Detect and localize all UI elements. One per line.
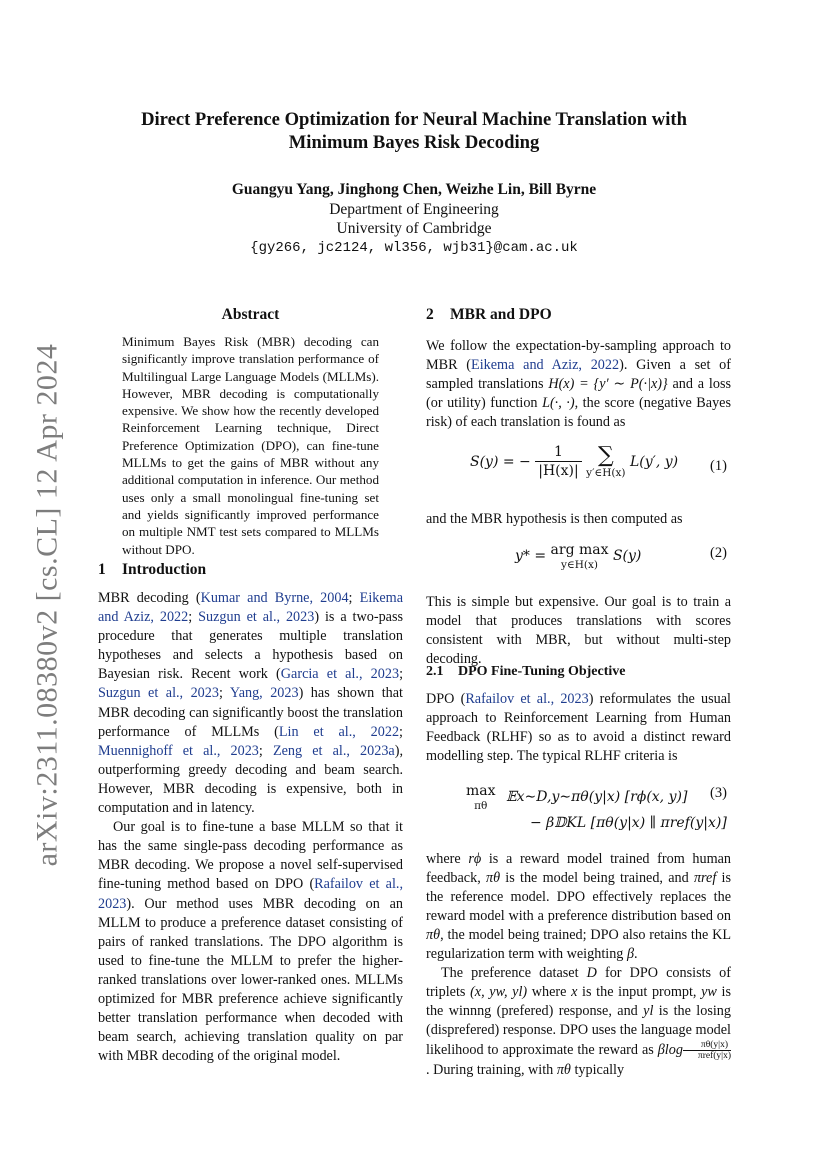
author-department: Department of Engineering bbox=[329, 200, 499, 218]
argmax-operator bbox=[551, 541, 609, 571]
title-line-1: Direct Preference Optimization for Neural Machine Translation with bbox=[141, 109, 687, 130]
author-university: University of Cambridge bbox=[336, 220, 492, 237]
text-run: ), outperforming greedy decoding and beam search. However, MBR decoding is expensive, both in computation and in latency. bbox=[98, 742, 403, 817]
subsection-number: 2.1 bbox=[426, 664, 444, 679]
section-number: 1 bbox=[98, 561, 106, 578]
text-run: is the model being trained, and bbox=[500, 870, 694, 887]
text-run: is the reference model. DPO effectively replaces the reward model with a preference distribution based on bbox=[426, 870, 731, 925]
eq-rhs: L(y′, y) bbox=[630, 454, 679, 470]
text-run: ) has shown that MBR decoding can significantly boost the translation performance of MLLMs ( bbox=[98, 685, 404, 740]
math-inline: D bbox=[586, 965, 597, 981]
citation-link[interactable]: Lin et al., 2022 bbox=[278, 723, 400, 740]
eq-line-2: − β𝔻KL [πθ(y|x) ∥ πref(y|x)] bbox=[530, 815, 727, 831]
title-line-2: Minimum Bayes Risk Decoding bbox=[288, 132, 540, 153]
text-run: , the model being trained; DPO also retains the KL regularization term with weighting bbox=[426, 927, 731, 963]
math-inline: L(·, ·) bbox=[542, 395, 575, 412]
section-title: Introduction bbox=[122, 561, 207, 578]
text-run: ; bbox=[348, 590, 360, 606]
text-run: ; bbox=[188, 609, 199, 626]
text-run: and a loss (or utility) function bbox=[426, 376, 731, 412]
citation-link[interactable]: Suzgun et al., 2023 bbox=[98, 685, 219, 702]
citation-link[interactable]: Rafailov et al., 2023 bbox=[465, 691, 589, 707]
eq-lhs: y* = bbox=[515, 548, 551, 564]
math-inline: H(x) = {y′ ∼ P(·|x)} bbox=[548, 376, 668, 393]
text-run: for DPO consists of triplets bbox=[426, 965, 731, 1001]
equation-3-number: (3) bbox=[710, 785, 727, 801]
abstract-heading: Abstract bbox=[221, 306, 280, 323]
text-run: DPO ( bbox=[426, 691, 466, 707]
text-run: ) reformulates the usual approach to Reinforcement Learning from Human Feedback (RLHF) so as to avoid a distinct reward modelling step. The typical RLHF criteria is bbox=[426, 691, 731, 765]
paper-title bbox=[100, 108, 728, 154]
text-run: where bbox=[426, 851, 469, 867]
frac-numerator: πθ(y|x) bbox=[683, 1040, 731, 1051]
text-run: ) is a two-pass procedure that generates multiple translation hypotheses and selects a hypothesis based on Bayesian risk. Recent work ( bbox=[98, 609, 403, 683]
math-inline: x bbox=[571, 984, 578, 1001]
frac-numerator: 1 bbox=[535, 444, 581, 462]
text-run: MBR decoding ( bbox=[98, 590, 201, 606]
eq-lhs: S(y) = − bbox=[470, 454, 531, 470]
citation-link[interactable]: Yang, 2023 bbox=[229, 685, 299, 702]
arxiv-id-text: arXiv:2311.08380v2 [cs.CL] 12 Apr 2024 bbox=[30, 343, 63, 867]
text-run: is a reward model trained from human feedback, bbox=[426, 851, 731, 887]
mbr-paragraph-3: This is simple but expensive. Our goal is to train a model that produces translations with scores consistent with MBR, but without multi-step decoding. bbox=[426, 594, 731, 668]
text-run: We follow the expectation-by-sampling approach to MBR ( bbox=[426, 338, 731, 374]
math-inline: πref bbox=[693, 870, 717, 887]
inline-fraction bbox=[683, 1040, 731, 1061]
max-symbol: max bbox=[466, 783, 496, 799]
equation-1-number: (1) bbox=[710, 458, 727, 474]
max-subscript: πθ bbox=[474, 800, 488, 812]
subsection-heading-dpo bbox=[426, 664, 626, 680]
author-email: {gy266, jc2124, wl356, wjb31}@cam.ac.uk bbox=[250, 239, 578, 256]
arxiv-identifier bbox=[17, 343, 77, 867]
frac-denominator: |H(x)| bbox=[538, 463, 579, 479]
citation-link[interactable]: Zeng et al., 2023a bbox=[272, 742, 395, 759]
equation-2-number: (2) bbox=[710, 545, 727, 561]
author-names: Guangyu Yang, Jinghong Chen, Weizhe Lin, Bill Byrne bbox=[231, 181, 597, 198]
intro-paragraph-1 bbox=[98, 589, 403, 818]
text-run: typically bbox=[570, 1062, 625, 1079]
text-run: . During training, with bbox=[426, 1062, 557, 1079]
text-run: Our goal is to fine-tune a base MLLM so that it has the same single-pass decoding performance as MBR decoding. We propose a novel self-supervised fine-tuning method based on DPO ( bbox=[98, 819, 403, 893]
eq-line-1: 𝔼x∼D,y∼πθ(y|x) [rϕ(x, y)] bbox=[505, 789, 688, 805]
section-title: MBR and DPO bbox=[450, 306, 552, 323]
equation-3-line-2 bbox=[530, 815, 727, 831]
text-run: ; bbox=[258, 742, 273, 759]
abstract-text: Minimum Bayes Risk (MBR) decoding can significantly improve translation performance of Multilingual Large Language Models (MLLMs). However, MBR decoding is computationally expensive. We show how the recently developed Reinforcement Learning technique, Direct Preference Optimization (DPO), can fine-tune MLLMs to get the gains of MBR without any additional computation in inference. Our method uses only a small monolingual fine-tuning set and yields significantly improved performance on multiple NMT test sets compared to MLLMs without DPO. bbox=[122, 334, 379, 557]
citation-link[interactable]: Eikema and Aziz, 2022 bbox=[98, 590, 403, 626]
dpo-paragraph-2 bbox=[426, 850, 731, 965]
eq-fraction bbox=[535, 444, 581, 480]
subsection-title: DPO Fine-Tuning Objective bbox=[458, 664, 626, 679]
max-operator bbox=[466, 782, 496, 812]
equation-2 bbox=[515, 541, 641, 571]
text-run: ; bbox=[218, 685, 230, 702]
section-heading-introduction bbox=[98, 561, 206, 579]
text-run: The preference dataset bbox=[441, 965, 587, 981]
dpo-paragraph-1 bbox=[426, 690, 731, 766]
math-inline: (x, yw, yl) bbox=[470, 984, 528, 1001]
math-inline: yw bbox=[701, 984, 717, 1001]
equation-1 bbox=[470, 444, 678, 480]
math-inline: βlog bbox=[657, 1042, 683, 1059]
math-inline: yl bbox=[643, 1003, 654, 1020]
equation-3 bbox=[466, 782, 687, 812]
section-heading-mbr-dpo bbox=[426, 306, 552, 324]
sum-operator bbox=[586, 445, 625, 479]
frac-denominator: πref(y|x) bbox=[697, 1051, 731, 1062]
text-run: is the winnng (prefered) response, and bbox=[426, 984, 731, 1020]
text-run: , the score (negative Bayes risk) of each translation is found as bbox=[426, 395, 731, 431]
math-inline: πθ bbox=[485, 870, 501, 887]
text-run: ). Our method uses MBR decoding on an MLLM to produce a preference dataset consisting of pairs of ranked translations. The DPO algorithm is used to fine-tune the MLLM to prefer the higher-ranked translations over lower-ranked ones. MLLMs optimized for MBR preference achieve significantly better translation performance when decoded with beam search, achieving translation quality on par with MBR decoding of the original model. bbox=[98, 895, 403, 1065]
citation-link[interactable]: Suzgun et al., 2023 bbox=[198, 609, 315, 626]
text-run: where bbox=[527, 984, 572, 1001]
intro-paragraph-2 bbox=[98, 818, 403, 1066]
author-block bbox=[100, 180, 728, 258]
section-number: 2 bbox=[426, 306, 434, 323]
citation-link[interactable]: Kumar and Byrne, 2004 bbox=[200, 590, 349, 606]
introduction-body bbox=[98, 589, 403, 1066]
citation-link[interactable]: Eikema and Aziz, 2022 bbox=[471, 357, 620, 374]
argmax-symbol: arg max bbox=[550, 542, 609, 558]
mbr-paragraph-2: and the MBR hypothesis is then computed as bbox=[426, 511, 683, 527]
citation-link[interactable]: Garcia et al., 2023 bbox=[280, 666, 400, 683]
argmax-subscript: y∈H(x) bbox=[561, 559, 599, 571]
text-run: is the losing (disprefered) response. DPO uses the language model likelihood to approximate the reward as bbox=[426, 1003, 731, 1059]
citation-link[interactable]: Rafailov et al., 2023 bbox=[98, 876, 403, 912]
text-run: ; bbox=[399, 723, 403, 740]
math-inline: rϕ bbox=[468, 851, 482, 867]
sum-symbol: ∑ bbox=[598, 443, 614, 468]
math-inline: πθ bbox=[426, 927, 441, 944]
math-inline: πθ bbox=[556, 1062, 571, 1079]
citation-link[interactable]: Muennighoff et al., 2023 bbox=[98, 742, 259, 759]
text-run: ). Given a set of sampled translations bbox=[426, 357, 731, 393]
dpo-paragraph-3 bbox=[426, 964, 731, 1080]
text-run: is the input prompt, bbox=[577, 984, 702, 1001]
eq-rhs: S(y) bbox=[612, 548, 642, 564]
mbr-paragraph-1 bbox=[426, 337, 731, 432]
math-inline: β bbox=[626, 946, 635, 963]
text-run: ; bbox=[399, 666, 404, 683]
text-run: . bbox=[634, 946, 638, 963]
sum-subscript: y′∈H(x) bbox=[586, 467, 626, 479]
